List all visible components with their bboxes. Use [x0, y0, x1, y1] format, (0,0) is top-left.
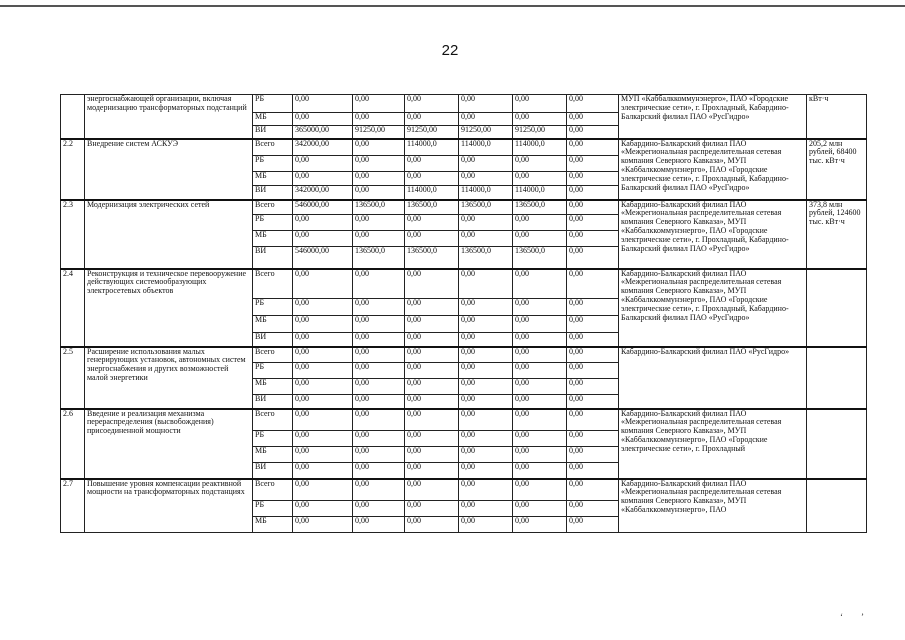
amount-cell: 0,00 — [405, 431, 459, 447]
amount-cell: 0,00 — [353, 299, 405, 316]
amount-cell: 0,00 — [567, 139, 619, 156]
executor-cell: Кабардино-Балкарский филиал ПАО «Межрегиональная распределительная сетевая компания Северного Кавказа», МУП «Каббалккоммунэнерго», ПАО «Городские электрические сети», г. Прохладный, Кабардино-Балкарский филиал ПАО «РусГидро» — [619, 139, 807, 200]
amount-cell: 0,00 — [405, 299, 459, 316]
amount-cell: 0,00 — [353, 363, 405, 379]
funding-source-cell: ВИ — [253, 126, 293, 139]
amount-cell: 0,00 — [567, 156, 619, 172]
amount-cell: 0,00 — [293, 215, 353, 231]
amount-cell: 0,00 — [567, 172, 619, 186]
table-row — [61, 409, 867, 431]
amount-cell: 365000,00 — [293, 126, 353, 139]
funding-source-cell: РБ — [253, 156, 293, 172]
amount-cell: 0,00 — [459, 316, 513, 333]
measure-id-cell — [61, 95, 85, 139]
indicator-cell — [807, 347, 867, 409]
amount-cell: 0,00 — [513, 172, 567, 186]
amount-cell: 0,00 — [293, 363, 353, 379]
funding-source-cell: РБ — [253, 215, 293, 231]
amount-cell: 0,00 — [293, 379, 353, 395]
amount-cell: 0,00 — [459, 269, 513, 299]
amount-cell: 0,00 — [567, 501, 619, 517]
funding-source-cell: РБ — [253, 95, 293, 113]
amount-cell: 0,00 — [353, 431, 405, 447]
amount-cell: 0,00 — [513, 447, 567, 463]
amount-cell: 0,00 — [353, 95, 405, 113]
measure-name-cell: Введение и реализация механизма перераспределения (высвобождения) присоединенной мощности — [85, 409, 253, 479]
amount-cell: 0,00 — [353, 463, 405, 479]
amount-cell: 0,00 — [513, 316, 567, 333]
amount-cell: 0,00 — [353, 316, 405, 333]
amount-cell: 0,00 — [459, 172, 513, 186]
measure-id-cell: 2.6 — [61, 409, 85, 479]
amount-cell: 136500,0 — [459, 247, 513, 269]
amount-cell: 114000,0 — [459, 186, 513, 200]
amount-cell: 0,00 — [567, 186, 619, 200]
measures-table — [60, 94, 867, 533]
amount-cell: 114000,0 — [513, 139, 567, 156]
amount-cell: 0,00 — [567, 463, 619, 479]
amount-cell: 0,00 — [459, 517, 513, 533]
funding-source-cell: ВИ — [253, 247, 293, 269]
amount-cell: 91250,00 — [459, 126, 513, 139]
amount-cell: 0,00 — [293, 517, 353, 533]
amount-cell: 0,00 — [513, 95, 567, 113]
amount-cell: 0,00 — [405, 113, 459, 126]
amount-cell: 0,00 — [353, 479, 405, 501]
amount-cell: 0,00 — [405, 463, 459, 479]
amount-cell: 0,00 — [459, 231, 513, 247]
funding-source-cell: Всего — [253, 139, 293, 156]
amount-cell: 0,00 — [459, 501, 513, 517]
amount-cell: 0,00 — [513, 479, 567, 501]
amount-cell: 0,00 — [405, 269, 459, 299]
funding-source-cell: ВИ — [253, 186, 293, 200]
measure-name-cell: Расширение использования малых генерирующих установок, автономных систем энергоснабжения и других возможностей малой энергетики — [85, 347, 253, 409]
amount-cell: 0,00 — [459, 479, 513, 501]
amount-cell: 342000,00 — [293, 186, 353, 200]
amount-cell: 136500,0 — [513, 247, 567, 269]
measure-name-cell: Модернизация электрических сетей — [85, 200, 253, 269]
indicator-cell — [807, 479, 867, 533]
executor-cell: Кабардино-Балкарский филиал ПАО «РусГидро» — [619, 347, 807, 409]
amount-cell: 0,00 — [405, 316, 459, 333]
amount-cell: 0,00 — [353, 409, 405, 431]
amount-cell: 0,00 — [293, 95, 353, 113]
amount-cell: 0,00 — [567, 247, 619, 269]
amount-cell: 0,00 — [567, 333, 619, 347]
amount-cell: 0,00 — [293, 333, 353, 347]
amount-cell: 0,00 — [567, 395, 619, 409]
measure-id-cell: 2.3 — [61, 200, 85, 269]
amount-cell: 0,00 — [567, 479, 619, 501]
executor-cell: Кабардино-Балкарский филиал ПАО «Межрегиональная распределительная сетевая компания Северного Кавказа», МУП «Каббалккоммунэнерго», ПАО «Городские электрические сети», г. Прохладный, Кабардино-Балкарский филиал ПАО «РусГидро» — [619, 269, 807, 347]
amount-cell: 0,00 — [513, 463, 567, 479]
measures-table-body — [61, 95, 867, 533]
funding-source-cell: ВИ — [253, 333, 293, 347]
amount-cell: 0,00 — [405, 501, 459, 517]
amount-cell: 0,00 — [513, 363, 567, 379]
funding-source-cell: РБ — [253, 431, 293, 447]
indicator-cell — [807, 269, 867, 347]
amount-cell: 0,00 — [293, 409, 353, 431]
amount-cell: 0,00 — [459, 363, 513, 379]
amount-cell: 0,00 — [405, 215, 459, 231]
amount-cell: 0,00 — [293, 172, 353, 186]
table-row — [61, 95, 867, 113]
funding-source-cell: ВИ — [253, 463, 293, 479]
table-row — [61, 479, 867, 501]
funding-source-cell: МБ — [253, 447, 293, 463]
indicator-cell: 205,2 млн рублей, 68400 тыс. кВт·ч — [807, 139, 867, 200]
table-row — [61, 269, 867, 299]
table-row — [61, 139, 867, 156]
amount-cell: 0,00 — [353, 379, 405, 395]
amount-cell: 0,00 — [405, 447, 459, 463]
amount-cell: 0,00 — [405, 172, 459, 186]
funding-source-cell: ВИ — [253, 395, 293, 409]
amount-cell: 0,00 — [567, 316, 619, 333]
scan-marks: ʻ ʼ — [840, 612, 864, 622]
amount-cell: 0,00 — [567, 409, 619, 431]
amount-cell: 0,00 — [459, 299, 513, 316]
amount-cell: 0,00 — [293, 113, 353, 126]
amount-cell: 0,00 — [353, 156, 405, 172]
amount-cell: 0,00 — [513, 215, 567, 231]
table-row — [61, 200, 867, 215]
amount-cell: 0,00 — [293, 431, 353, 447]
amount-cell: 0,00 — [567, 299, 619, 316]
amount-cell: 0,00 — [513, 333, 567, 347]
amount-cell: 0,00 — [567, 231, 619, 247]
amount-cell: 0,00 — [567, 215, 619, 231]
amount-cell: 0,00 — [353, 347, 405, 363]
amount-cell: 136500,0 — [513, 200, 567, 215]
amount-cell: 0,00 — [353, 231, 405, 247]
funding-source-cell: МБ — [253, 113, 293, 126]
funding-source-cell: РБ — [253, 363, 293, 379]
amount-cell: 0,00 — [405, 333, 459, 347]
amount-cell: 342000,00 — [293, 139, 353, 156]
executor-cell: Кабардино-Балкарский филиал ПАО «Межрегиональная распределительная сетевая компания Северного Кавказа», МУП «Каббалккоммунэнерго», ПАО — [619, 479, 807, 533]
amount-cell: 91250,00 — [353, 126, 405, 139]
amount-cell: 0,00 — [405, 95, 459, 113]
amount-cell: 0,00 — [567, 126, 619, 139]
amount-cell: 0,00 — [459, 409, 513, 431]
funding-source-cell: Всего — [253, 479, 293, 501]
amount-cell: 0,00 — [459, 447, 513, 463]
amount-cell: 0,00 — [567, 379, 619, 395]
amount-cell: 0,00 — [353, 517, 405, 533]
amount-cell: 0,00 — [459, 333, 513, 347]
amount-cell: 0,00 — [293, 299, 353, 316]
funding-source-cell: МБ — [253, 231, 293, 247]
amount-cell: 0,00 — [353, 186, 405, 200]
amount-cell: 136500,0 — [405, 200, 459, 215]
measure-name-cell: энергоснабжающей организации, включая модернизацию трансформаторных подстанций — [85, 95, 253, 139]
amount-cell: 0,00 — [293, 501, 353, 517]
funding-source-cell: Всего — [253, 200, 293, 215]
funding-source-cell: МБ — [253, 379, 293, 395]
amount-cell: 0,00 — [567, 363, 619, 379]
measure-id-cell: 2.4 — [61, 269, 85, 347]
amount-cell: 0,00 — [405, 231, 459, 247]
amount-cell: 0,00 — [513, 299, 567, 316]
amount-cell: 0,00 — [293, 316, 353, 333]
amount-cell: 0,00 — [405, 395, 459, 409]
amount-cell: 136500,0 — [459, 200, 513, 215]
amount-cell: 0,00 — [405, 363, 459, 379]
amount-cell: 0,00 — [513, 231, 567, 247]
amount-cell: 0,00 — [405, 479, 459, 501]
executor-cell: МУП «Каббалккоммунэнерго», ПАО «Городские электрические сети», г. Прохладный, Кабардино-Балкарский филиал ПАО «РусГидро» — [619, 95, 807, 139]
amount-cell: 0,00 — [293, 156, 353, 172]
executor-cell: Кабардино-Балкарский филиал ПАО «Межрегиональная распределительная сетевая компания Северного Кавказа», МУП «Каббалккоммунэнерго», ПАО «Городские электрические сети», г. Прохладный — [619, 409, 807, 479]
amount-cell: 0,00 — [459, 215, 513, 231]
amount-cell: 0,00 — [353, 269, 405, 299]
funding-source-cell: МБ — [253, 517, 293, 533]
page-top-rule — [0, 5, 905, 7]
amount-cell: 0,00 — [513, 269, 567, 299]
amount-cell: 0,00 — [293, 347, 353, 363]
page-number: 22 — [441, 42, 459, 59]
amount-cell: 0,00 — [513, 379, 567, 395]
funding-source-cell: РБ — [253, 501, 293, 517]
amount-cell: 0,00 — [353, 447, 405, 463]
funding-source-cell: Всего — [253, 269, 293, 299]
amount-cell: 0,00 — [459, 156, 513, 172]
amount-cell: 0,00 — [293, 395, 353, 409]
amount-cell: 0,00 — [293, 231, 353, 247]
amount-cell: 0,00 — [513, 501, 567, 517]
amount-cell: 0,00 — [567, 347, 619, 363]
amount-cell: 0,00 — [459, 113, 513, 126]
amount-cell: 0,00 — [405, 409, 459, 431]
amount-cell: 0,00 — [353, 113, 405, 126]
funding-source-cell: Всего — [253, 347, 293, 363]
amount-cell: 0,00 — [513, 395, 567, 409]
amount-cell: 0,00 — [513, 113, 567, 126]
amount-cell: 136500,0 — [405, 247, 459, 269]
funding-source-cell: МБ — [253, 172, 293, 186]
amount-cell: 0,00 — [293, 463, 353, 479]
amount-cell: 0,00 — [567, 113, 619, 126]
amount-cell: 0,00 — [513, 517, 567, 533]
measure-id-cell: 2.7 — [61, 479, 85, 533]
amount-cell: 0,00 — [513, 409, 567, 431]
measure-name-cell: Реконструкция и техническое перевооружение действующих системообразующих электросетевых объектов — [85, 269, 253, 347]
amount-cell: 546000,00 — [293, 200, 353, 215]
measure-name-cell: Повышение уровня компенсации реактивной мощности на трансформаторных подстанциях — [85, 479, 253, 533]
amount-cell: 91250,00 — [405, 126, 459, 139]
amount-cell: 0,00 — [353, 172, 405, 186]
amount-cell: 0,00 — [405, 379, 459, 395]
funding-source-cell: МБ — [253, 316, 293, 333]
amount-cell: 0,00 — [459, 395, 513, 409]
amount-cell: 0,00 — [353, 333, 405, 347]
amount-cell: 0,00 — [353, 501, 405, 517]
measure-name-cell: Внедрение систем АСКУЭ — [85, 139, 253, 200]
indicator-cell: кВт·ч — [807, 95, 867, 139]
amount-cell: 0,00 — [513, 156, 567, 172]
amount-cell: 0,00 — [293, 479, 353, 501]
amount-cell: 0,00 — [353, 395, 405, 409]
amount-cell: 114000,0 — [405, 186, 459, 200]
amount-cell: 114000,0 — [513, 186, 567, 200]
amount-cell: 0,00 — [459, 347, 513, 363]
amount-cell: 0,00 — [459, 379, 513, 395]
amount-cell: 114000,0 — [459, 139, 513, 156]
amount-cell: 0,00 — [405, 347, 459, 363]
amount-cell: 0,00 — [567, 431, 619, 447]
measure-id-cell: 2.2 — [61, 139, 85, 200]
measure-id-cell: 2.5 — [61, 347, 85, 409]
indicator-cell: 373,8 млн рублей, 124600 тыс. кВт·ч — [807, 200, 867, 269]
funding-source-cell: РБ — [253, 299, 293, 316]
amount-cell: 546000,00 — [293, 247, 353, 269]
amount-cell: 136500,0 — [353, 200, 405, 215]
table-row — [61, 347, 867, 363]
funding-source-cell: Всего — [253, 409, 293, 431]
amount-cell: 0,00 — [405, 517, 459, 533]
amount-cell: 0,00 — [513, 347, 567, 363]
amount-cell: 136500,0 — [353, 247, 405, 269]
amount-cell: 0,00 — [459, 463, 513, 479]
amount-cell: 0,00 — [567, 200, 619, 215]
amount-cell: 0,00 — [459, 431, 513, 447]
amount-cell: 91250,00 — [513, 126, 567, 139]
amount-cell: 0,00 — [459, 95, 513, 113]
amount-cell: 0,00 — [567, 269, 619, 299]
amount-cell: 0,00 — [567, 447, 619, 463]
amount-cell: 114000,0 — [405, 139, 459, 156]
amount-cell: 0,00 — [405, 156, 459, 172]
amount-cell: 0,00 — [567, 95, 619, 113]
amount-cell: 0,00 — [353, 215, 405, 231]
executor-cell: Кабардино-Балкарский филиал ПАО «Межрегиональная распределительная сетевая компания Северного Кавказа», МУП «Каббалккоммунэнерго», ПАО «Городские электрические сети», г. Прохладный, Кабардино-Балкарский филиал ПАО «РусГидро» — [619, 200, 807, 269]
amount-cell: 0,00 — [567, 517, 619, 533]
indicator-cell — [807, 409, 867, 479]
amount-cell: 0,00 — [513, 431, 567, 447]
amount-cell: 0,00 — [293, 447, 353, 463]
amount-cell: 0,00 — [293, 269, 353, 299]
amount-cell: 0,00 — [353, 139, 405, 156]
